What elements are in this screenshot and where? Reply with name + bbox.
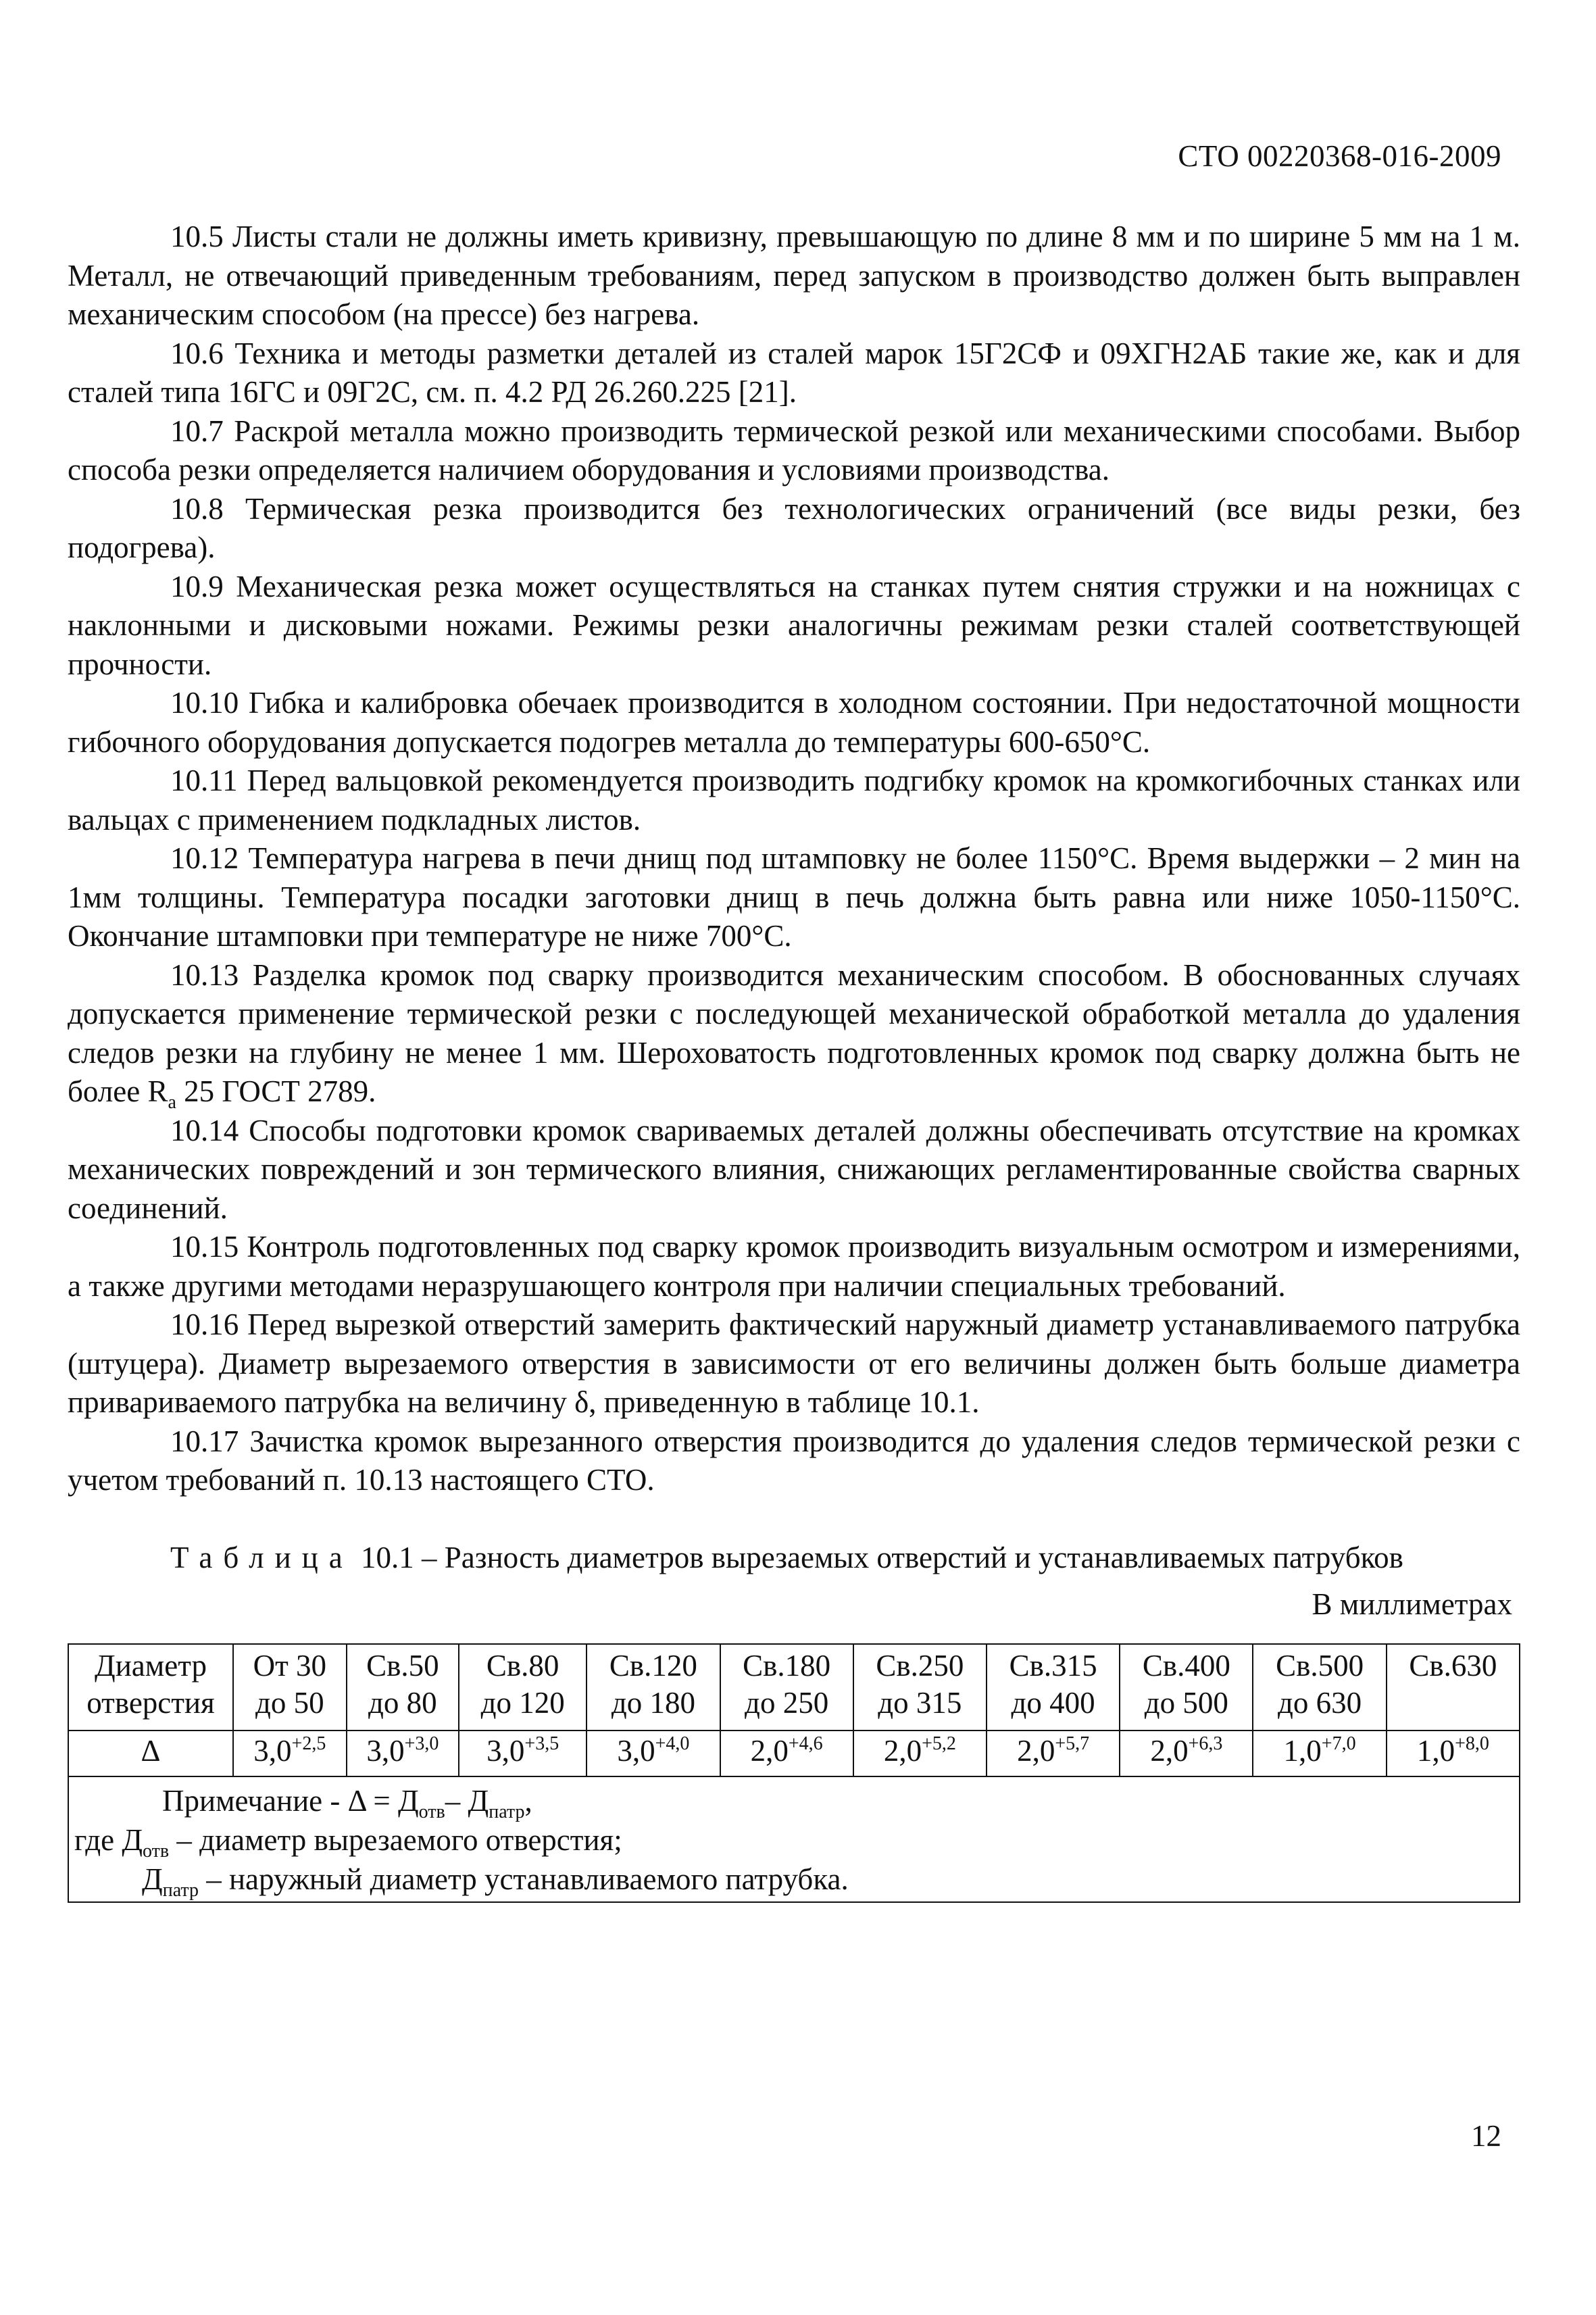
range-to: до 80 (368, 1685, 437, 1720)
range-to: до 180 (611, 1685, 695, 1720)
paragraph-10-9: 10.9 Механическая резка может осуществляться на станках путем снятия стружки и на ножницах с наклонными и дисковыми ножами. Режимы резки аналогичны режимам резки сталей соответствующей прочности. (68, 569, 1520, 681)
value-base: 1,0 (1416, 1733, 1455, 1768)
row-header-cell (68, 1644, 233, 1731)
value-base: 3,0 (366, 1733, 405, 1768)
range-from: Св.80 (486, 1648, 559, 1683)
note-subscript: патр (489, 1801, 525, 1822)
note-formula-text: – Д (445, 1783, 489, 1818)
range-from: Св.500 (1276, 1648, 1364, 1683)
paragraph-10-17: 10.17 Зачистка кромок вырезанного отверстия производится до удаления следов термической резки с учетом требований п. 10.13 настоящего СТО. (68, 1424, 1520, 1497)
roughness-subscript: a (168, 1092, 176, 1113)
note-subscript: патр (162, 1879, 199, 1901)
paragraph-10-6: 10.6 Техника и методы разметки деталей из сталей марок 15Г2СФ и 09ХГН2АБ такие же, как и для сталей типа 16ГС и 09Г2С, см. п. 4.2 РД 26.260.225 [21]. (68, 336, 1520, 409)
table-note-row (68, 1776, 1520, 1902)
paragraph-10-7: 10.7 Раскрой металла можно производить термической резкой или механическими способами. Выбор способа резки определяется наличием оборудования и условиями производства. (68, 414, 1520, 487)
value-tolerance: +5,2 (922, 1733, 956, 1754)
range-from: Св.315 (1009, 1648, 1097, 1683)
paragraph-10-13-tail: 25 ГОСТ 2789. (176, 1074, 376, 1108)
paragraph-10-15: 10.15 Контроль подготовленных под сварку кромок производить визуальным осмотром и измерениями, а также другими методами неразрушающего контроля при наличии специальных требований. (68, 1230, 1520, 1303)
paragraph-10-13 (68, 956, 1520, 1112)
value-cell (587, 1731, 720, 1776)
row-header-line2: отверстия (86, 1685, 215, 1720)
value-base: 2,0 (1150, 1733, 1189, 1768)
range-cell (720, 1644, 853, 1731)
value-tolerance: +4,6 (788, 1733, 823, 1754)
range-from: Св.250 (876, 1648, 964, 1683)
row-header-line1: Диаметр (95, 1648, 207, 1683)
paragraph-10-14: 10.14 Способы подготовки кромок свариваемых деталей должны обеспечивать отсутствие на кромках механических повреждений и зон термического влияния, снижающих регламентированные свойства сварных соединений. (68, 1113, 1520, 1225)
note-definition-otv (74, 1820, 1514, 1860)
value-base: 1,0 (1283, 1733, 1322, 1768)
value-base: 2,0 (1017, 1733, 1055, 1768)
document-body (68, 218, 1520, 1903)
range-cell (347, 1644, 459, 1731)
paragraph-10-16: 10.16 Перед вырезкой отверстий замерить фактический наружный диаметр устанавливаемого патрубка (штуцера). Диаметр вырезаемого отверстия в зависимости от его величины должен быть больше диаметра привариваемого патрубка на величину δ, приведенную в таблице 10.1. (68, 1308, 1520, 1419)
range-to: до 120 (480, 1685, 565, 1720)
paragraph-10-5: 10.5 Листы стали не должны иметь кривизну, превышающую по длине 8 мм и по ширине 5 мм на 1 м. Металл, не отвечающий приведенным требованиям, перед запуском в производство должен быть выправлен механическим способом (на прессе) без нагрева. (68, 220, 1520, 331)
range-cell (1253, 1644, 1386, 1731)
value-cell (347, 1731, 459, 1776)
value-cell (1387, 1731, 1520, 1776)
table-values-row (68, 1731, 1520, 1776)
document-code: СТО 00220368-016-2009 (1178, 139, 1501, 173)
range-from: Св.400 (1142, 1648, 1230, 1683)
paragraph-10-13-text: 10.13 Разделка кромок под сварку производится механическим способом. В обоснованных случаях допускается применение термической резки с последующей механической обработкой металла до удаления следов резки на глубину не менее 1 мм. Шероховатость подготовленных кромок под сварку должна быть не более R (68, 957, 1520, 1108)
value-cell (853, 1731, 987, 1776)
range-cell (233, 1644, 347, 1731)
value-tolerance: +6,3 (1188, 1733, 1223, 1754)
value-base: 2,0 (883, 1733, 922, 1768)
range-to: до 315 (878, 1685, 962, 1720)
range-to: до 400 (1011, 1685, 1095, 1720)
table-caption-word: Таблица (170, 1540, 353, 1574)
note-formula-text: , (524, 1783, 532, 1818)
table-caption (68, 1539, 1520, 1578)
paragraph-10-12: 10.12 Температура нагрева в печи днищ под штамповку не более 1150°С. Время выдержки – 2 мин на 1мм толщины. Температура посадки заготовки днищ в печь должна быть равна или ниже 1050-1150°С. Окончание штамповки при температуре не ниже 700°С. (68, 841, 1520, 953)
note-text: Д (142, 1862, 163, 1896)
paragraph-10-10: 10.10 Гибка и калибровка обечаек производится в холодном состоянии. При недостаточной мощности гибочного оборудования допускается подогрев металла до температуры 600-650°С. (68, 686, 1520, 759)
value-cell (459, 1731, 587, 1776)
range-from: Св.50 (366, 1648, 439, 1683)
range-cell (459, 1644, 587, 1731)
note-text: где Д (74, 1822, 143, 1857)
value-base: 2,0 (750, 1733, 789, 1768)
note-formula-text: Примечание - Δ = Д (162, 1783, 419, 1818)
value-cell (987, 1731, 1120, 1776)
value-base: 3,0 (253, 1733, 292, 1768)
table-note (68, 1776, 1520, 1902)
value-cell (1253, 1731, 1386, 1776)
value-tolerance: +5,7 (1055, 1733, 1090, 1754)
paragraph-10-11: 10.11 Перед вальцовкой рекомендуется производить подгибку кромок на кромкогибочных станках или вальцах с применением подкладных листов. (68, 764, 1520, 837)
range-to: до 630 (1277, 1685, 1362, 1720)
delta-label-cell: Δ (68, 1731, 233, 1776)
range-cell (1387, 1644, 1520, 1731)
range-from: От 30 (253, 1648, 327, 1683)
note-subscript: отв (143, 1840, 170, 1862)
table-units: В миллиметрах (1312, 1587, 1512, 1621)
note-definition-patr (74, 1860, 1514, 1899)
diameter-table (68, 1643, 1520, 1903)
range-cell (987, 1644, 1120, 1731)
value-cell (233, 1731, 347, 1776)
value-tolerance: +2,5 (291, 1733, 326, 1754)
value-cell (1120, 1731, 1253, 1776)
range-cell (587, 1644, 720, 1731)
value-base: 3,0 (487, 1733, 525, 1768)
note-formula (74, 1781, 1514, 1820)
value-tolerance: +3,5 (524, 1733, 559, 1754)
range-from: Св.180 (743, 1648, 831, 1683)
page-number: 12 (1471, 2119, 1501, 2153)
table-caption-text: 10.1 – Разность диаметров вырезаемых отверстий и устанавливаемых патрубков (353, 1540, 1403, 1574)
value-tolerance: +3,0 (404, 1733, 439, 1754)
table-header-row (68, 1644, 1520, 1731)
note-text: – диаметр вырезаемого отверстия; (169, 1822, 622, 1857)
value-tolerance: +8,0 (1455, 1733, 1489, 1754)
range-from: Св.120 (609, 1648, 697, 1683)
value-tolerance: +4,0 (655, 1733, 690, 1754)
range-to: до 50 (255, 1685, 324, 1720)
note-subscript: отв (418, 1801, 445, 1822)
range-cell (1120, 1644, 1253, 1731)
range-from: Св.630 (1409, 1648, 1497, 1683)
value-cell (720, 1731, 853, 1776)
note-text: – наружный диаметр устанавливаемого патрубка. (198, 1862, 849, 1896)
value-base: 3,0 (617, 1733, 655, 1768)
range-to: до 250 (745, 1685, 829, 1720)
value-tolerance: +7,0 (1321, 1733, 1356, 1754)
range-to: до 500 (1144, 1685, 1228, 1720)
range-cell (853, 1644, 987, 1731)
paragraph-10-8: 10.8 Термическая резка производится без технологических ограничений (все виды резки, без подогрева). (68, 491, 1520, 564)
